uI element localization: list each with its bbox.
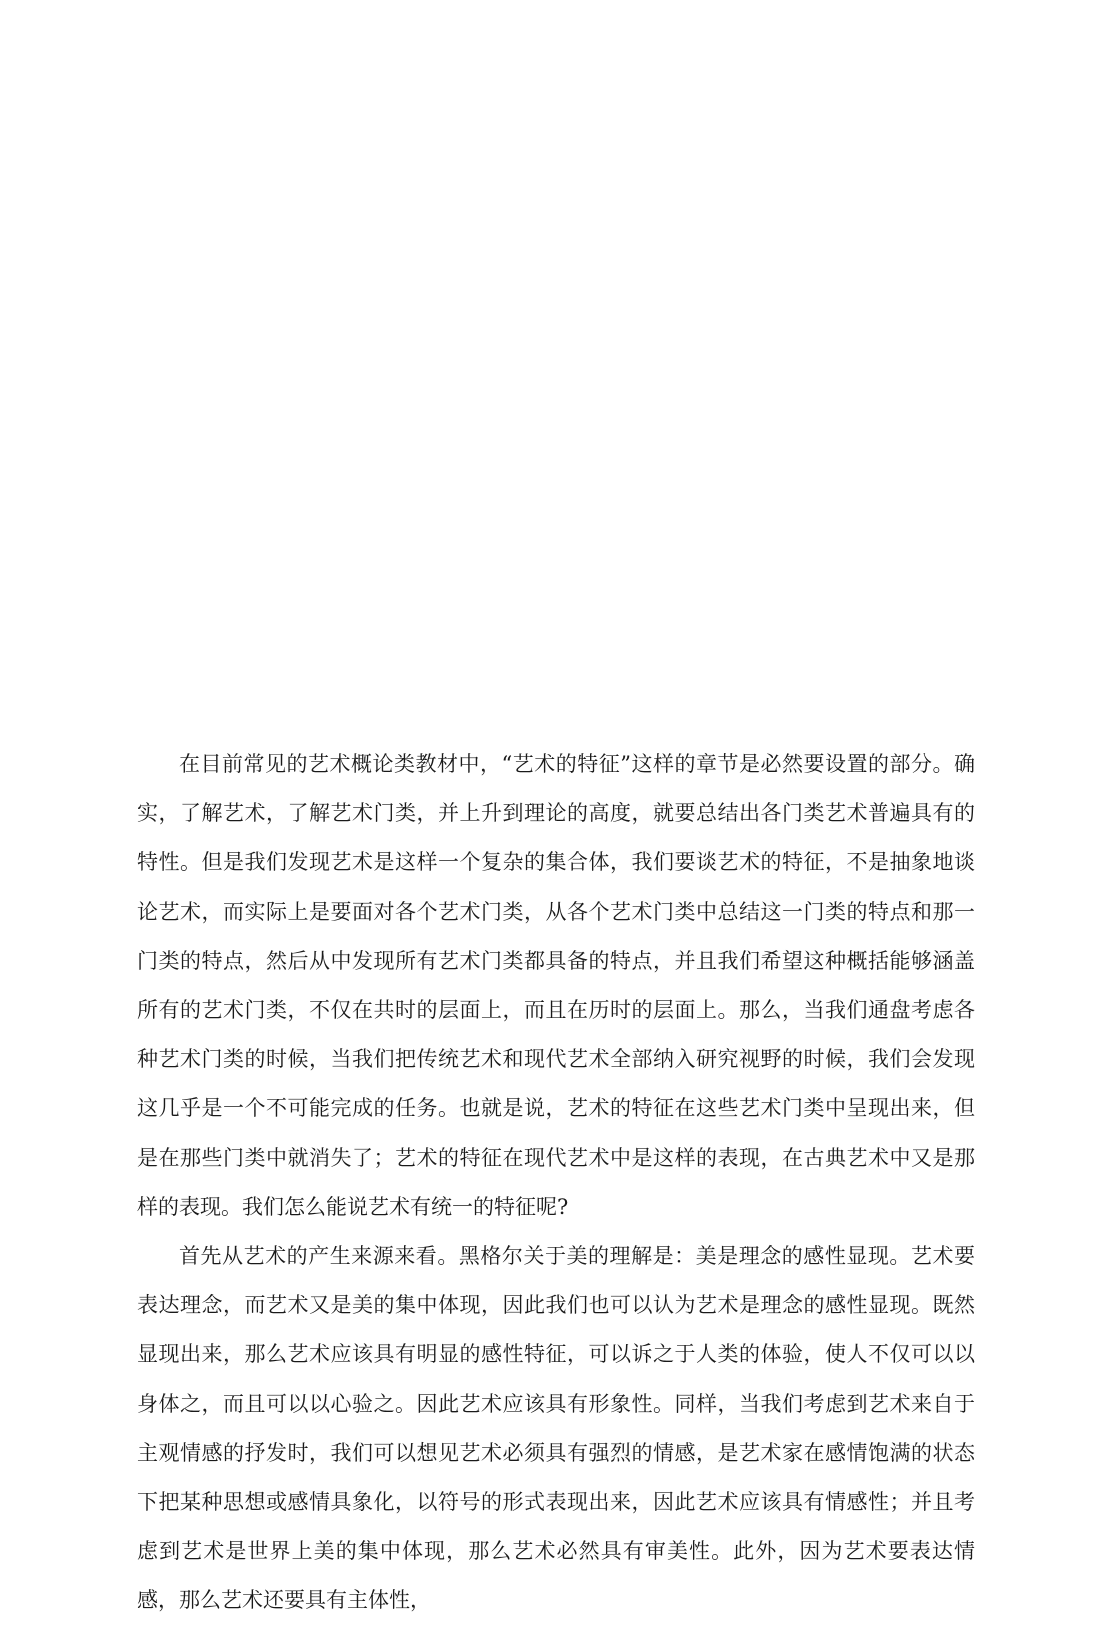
paragraph-1: 在目前常见的艺术概论类教材中，“艺术的特征”这样的章节是必然要设置的部分。确实，了解艺术，了解艺术门类，并上升到理论的高度，就要总结出各门类艺术普遍具有的特性。但是我们发现艺术是这样一个复杂的集合体，我们要谈艺术的特征，不是抽象地谈论艺术，而实际上是要面对各个艺术门类，从各个艺术门类中总结这一门类的特点和那一门类的特点，然后从中发现所有艺术门类都具备的特点，并且我们希望这种概括能够涵盖所有的艺术门类，不仅在共时的层面上，而且在历时的层面上。那么，当我们通盘考虑各种艺术门类的时候，当我们把传统艺术和现代艺术全部纳入研究视野的时候，我们会发现这几乎是一个不可能完成的任务。也就是说，艺术的特征在这些艺术门类中呈现出来，但是在那些门类中就消失了；艺术的特征在现代艺术中是这样的表现，在古典艺术中又是那样的表现。我们怎么能说艺术有统一的特征呢? <box>137 752 975 1219</box>
body-text <box>137 740 975 1626</box>
paragraph-2: 首先从艺术的产生来源来看。黑格尔关于美的理解是：美是理念的感性显现。艺术要表达理念，而艺术又是美的集中体现，因此我们也可以认为艺术是理念的感性显现。既然显现出来，那么艺术应该具有明显的感性特征，可以诉之于人类的体验，使人不仅可以以身体之，而且可以以心验之。因此艺术应该具有形象性。同样，当我们考虑到艺术来自于主观情感的抒发时，我们可以想见艺术必须具有强烈的情感，是艺术家在感情饱满的状态下把某种思想或感情具象化，以符号的形式表现出来，因此艺术应该具有情感性；并且考虑到艺术是世界上美的集中体现，那么艺术必然具有审美性。此外，因为艺术要表达情感，那么艺术还要具有主体性， <box>137 1244 975 1613</box>
